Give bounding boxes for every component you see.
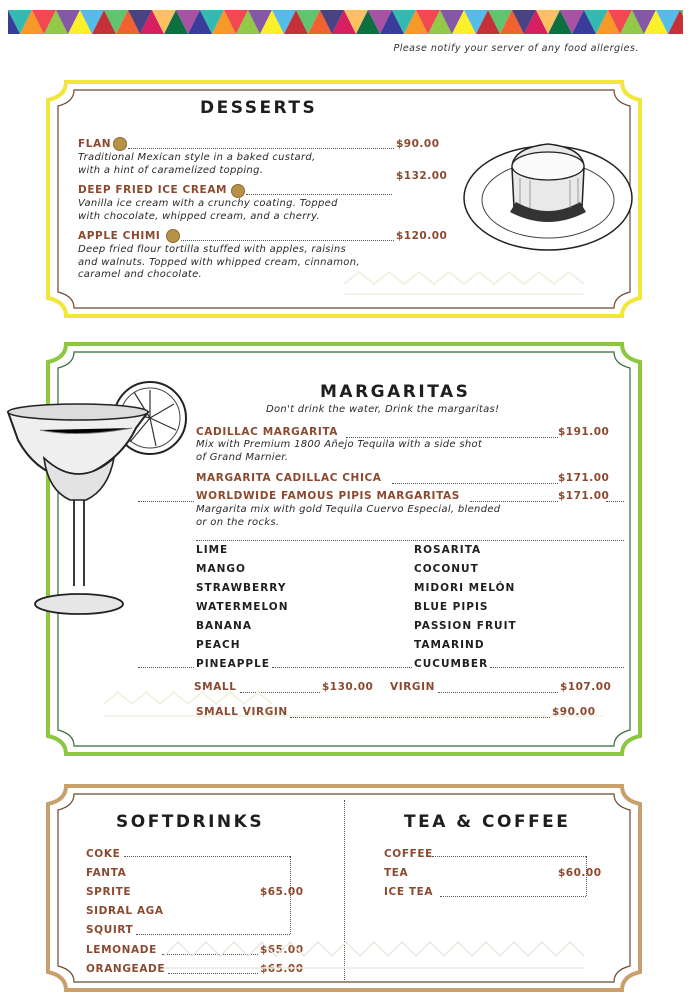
flavor-item: COCONUT bbox=[414, 563, 479, 575]
leader-dots bbox=[432, 856, 586, 857]
size-price: $107.00 bbox=[560, 681, 612, 693]
chef-badge-icon bbox=[113, 137, 127, 151]
leader-dots bbox=[246, 194, 392, 195]
flavor-item: BLUE PIPIS bbox=[414, 601, 489, 613]
decorative-pattern bbox=[344, 264, 584, 304]
margarita-name: WORLDWIDE FAMOUS PIPIS MARGARITAS bbox=[196, 490, 460, 502]
decorative-pattern bbox=[164, 932, 584, 976]
leader-dots bbox=[124, 856, 290, 857]
margarita-price: $171.00 bbox=[558, 490, 610, 502]
softdrinks-price: $65.00 bbox=[260, 886, 304, 898]
flavor-item: STRAWBERRY bbox=[196, 582, 287, 594]
margarita-price: $191.00 bbox=[558, 426, 610, 438]
softdrink-item: LEMONADE bbox=[86, 944, 157, 956]
chef-badge-icon bbox=[166, 229, 180, 243]
softdrink-item: SPRITE bbox=[86, 886, 132, 898]
flavor-item: WATERMELON bbox=[196, 601, 289, 613]
margarita-name: CADILLAC MARGARITA bbox=[196, 426, 338, 438]
dessert-description: Deep fried flour tortilla stuffed with apples, raisins and walnuts. Topped with whipped cream, cinnamon, caramel and chocolate. bbox=[78, 244, 360, 280]
leader-dots bbox=[490, 667, 624, 668]
chef-badge-icon bbox=[231, 184, 245, 198]
leader-dots bbox=[128, 148, 394, 149]
flavor-item: CUCUMBER bbox=[414, 658, 489, 670]
flavor-item: LIME bbox=[196, 544, 229, 556]
section-divider bbox=[196, 540, 624, 541]
dessert-name: DEEP FRIED ICE CREAM bbox=[78, 184, 228, 196]
leader-dots bbox=[606, 501, 624, 502]
orangeade-price: $65.00 bbox=[260, 963, 304, 975]
margaritas-tagline: Don't drink the water, Drink the margaritas! bbox=[266, 404, 500, 415]
flan-illustration bbox=[460, 128, 636, 254]
flavor-item: ROSARITA bbox=[414, 544, 482, 556]
leader-dots bbox=[181, 240, 394, 241]
softdrink-item: COKE bbox=[86, 848, 121, 860]
flavor-item: PINEAPPLE bbox=[196, 658, 270, 670]
leader-dots bbox=[346, 437, 558, 438]
allergy-notice: Please notify your server of any food allergies. bbox=[393, 43, 639, 54]
margaritas-title: MARGARITAS bbox=[320, 382, 471, 402]
desserts-panel bbox=[44, 78, 644, 320]
tea-coffee-item: COFFEE bbox=[384, 848, 433, 860]
size-label: VIRGIN bbox=[390, 681, 436, 693]
margarita-description: Margarita mix with gold Tequila Cuervo Especial, blended or on the rocks. bbox=[196, 504, 501, 528]
leader-dots bbox=[392, 483, 558, 484]
tea-coffee-item: TEA bbox=[384, 867, 409, 879]
dessert-description: Vanilla ice cream with a crunchy coating. Topped with chocolate, whipped cream, and a cherry. bbox=[78, 198, 338, 222]
flavor-item: MIDORI MELÓN bbox=[414, 582, 516, 594]
dessert-price: $90.00 bbox=[396, 138, 440, 150]
leader-dots bbox=[272, 667, 412, 668]
margarita-name: MARGARITA CADILLAC CHICA bbox=[196, 472, 382, 484]
drinks-panel bbox=[44, 782, 644, 994]
softdrinks-title: SOFTDRINKS bbox=[116, 812, 265, 832]
softdrink-item: ORANGEADE bbox=[86, 963, 166, 975]
leader-dots bbox=[440, 896, 586, 897]
margarita-glass-illustration bbox=[4, 378, 188, 624]
tea-coffee-price: $60.00 bbox=[558, 867, 602, 879]
tea-coffee-item: ICE TEA bbox=[384, 886, 434, 898]
leader-dots bbox=[138, 667, 194, 668]
decorative-pattern bbox=[104, 684, 604, 724]
margarita-price: $171.00 bbox=[558, 472, 610, 484]
flavor-item: PASSION FRUIT bbox=[414, 620, 517, 632]
margarita-description: Mix with Premium 1800 Añejo Tequila with a side shot of Grand Marnier. bbox=[196, 439, 483, 463]
leader-dots bbox=[470, 501, 558, 502]
flavor-item: PEACH bbox=[196, 639, 241, 651]
dessert-name: FLAN bbox=[78, 138, 112, 150]
desserts-title: DESSERTS bbox=[200, 98, 318, 118]
tea-coffee-title: TEA & COFFEE bbox=[404, 812, 571, 832]
dessert-name: APPLE CHIMI bbox=[78, 230, 161, 242]
softdrink-item: FANTA bbox=[86, 867, 127, 879]
size-label: SMALL bbox=[194, 681, 237, 693]
dessert-description: Traditional Mexican style in a baked custard, with a hint of caramelized topping. bbox=[78, 152, 316, 176]
flavor-item: MANGO bbox=[196, 563, 246, 575]
dessert-price: $120.00 bbox=[396, 230, 448, 242]
flavor-item: BANANA bbox=[196, 620, 252, 632]
size-price: $90.00 bbox=[552, 706, 596, 718]
lemonade-price: $65.00 bbox=[260, 944, 304, 956]
size-price: $130.00 bbox=[322, 681, 374, 693]
color-banner bbox=[8, 10, 683, 34]
flavor-item: TAMARIND bbox=[414, 639, 485, 651]
softdrink-item: SQUIRT bbox=[86, 924, 134, 936]
softdrink-item: SIDRAL AGA bbox=[86, 905, 164, 917]
size-label: SMALL VIRGIN bbox=[196, 706, 288, 718]
dessert-price: $132.00 bbox=[396, 170, 448, 182]
